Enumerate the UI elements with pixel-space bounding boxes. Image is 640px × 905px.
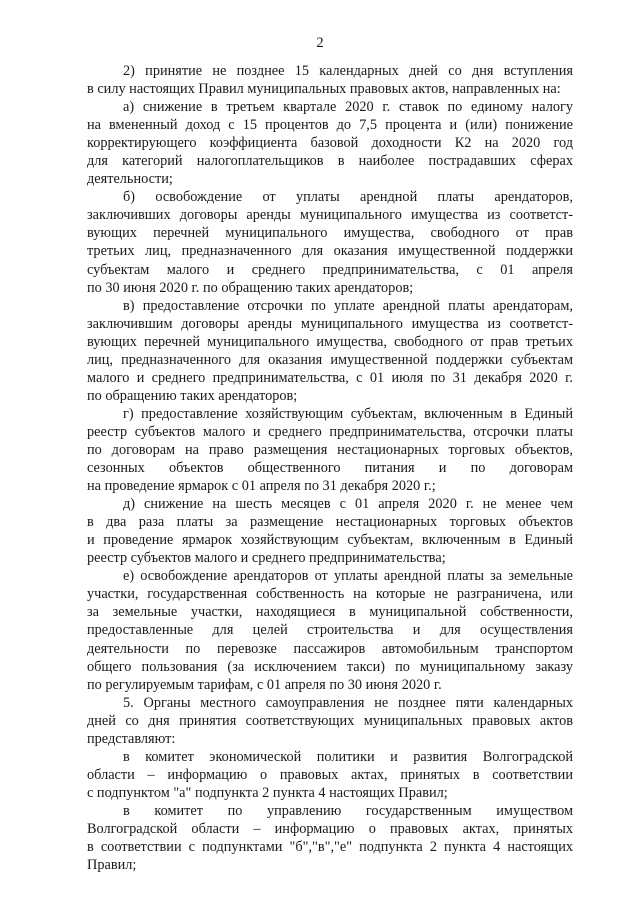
paragraph-item-5-property	[87, 802, 573, 874]
text-line: деятельности;	[87, 171, 173, 188]
paragraph-item-5-economic	[87, 748, 573, 802]
text-line: предоставленные для целей строительства и для осуществления	[87, 622, 573, 639]
text-line: заключивших договоры аренды муниципального имущества из соответст-	[87, 207, 573, 224]
text-line: представляют:	[87, 730, 176, 747]
paragraph-item-2v	[87, 297, 573, 405]
text-line: субъектам малого и среднего предпринимательства, с 01 апреля	[87, 261, 573, 278]
text-line: д) снижение на шесть месяцев с 01 апреля 2020 г. не менее чем	[123, 496, 573, 513]
paragraph-item-2d	[87, 495, 573, 567]
text-line: третьих лиц, предназначенного для оказания имущественной поддержки	[87, 243, 573, 260]
text-line: с подпунктом "а" подпункта 2 пункта 4 настоящих Правил;	[87, 784, 448, 801]
document-body	[87, 62, 573, 874]
text-line: общего пользования (за исключением такси) по муниципальному заказу	[87, 658, 573, 675]
text-line: а) снижение в третьем квартале 2020 г. ставок по единому налогу	[123, 99, 573, 116]
text-line: дней со дня принятия соответствующих муниципальных правовых актов	[87, 712, 573, 729]
page-number: 2	[316, 35, 324, 51]
text-line: по регулируемым тарифам, с 01 апреля по 30 июня 2020 г.	[87, 676, 442, 693]
text-line: в соответствии с подпунктами "б","в","е" подпункта 2 пункта 4 настоящих	[87, 839, 573, 856]
text-line: Правил;	[87, 857, 137, 874]
text-line: в два раза платы за размещение нестационарных торговых объектов	[87, 514, 573, 531]
text-line: участки, государственная собственность на которые не разграничена, или	[87, 586, 573, 603]
text-line: вующих перечней муниципального имущества, свободного от прав	[87, 225, 573, 242]
text-line: г) предоставление хозяйствующим субъектам, включенным в Единый	[123, 405, 573, 422]
text-line: по договорам на право размещения нестационарных торговых объектов,	[87, 441, 573, 458]
text-line: и проведение ярмарок хозяйствующим субъектам, включенным в Единый	[87, 532, 573, 549]
text-line: реестр субъектов малого и среднего предпринимательства, отсрочки платы	[87, 423, 573, 440]
text-line: в комитет по управлению государственным имуществом	[123, 802, 573, 819]
text-line: для категорий налогоплательщиков в наиболее пострадавших сферах	[87, 153, 573, 170]
text-line: в комитет экономической политики и развития Волгоградской	[123, 748, 573, 765]
text-line: области – информацию о правовых актах, принятых в соответствии	[87, 766, 573, 783]
text-line: вующих перечней муниципального имущества, свободного от прав третьих	[87, 333, 573, 350]
text-line: 5. Органы местного самоуправления не позднее пяти календарных	[123, 694, 573, 711]
text-line: в) предоставление отсрочки по уплате арендной платы арендаторам,	[123, 297, 573, 314]
text-line: в силу настоящих Правил муниципальных правовых актов, направленных на:	[87, 81, 561, 98]
paragraph-item-2e	[87, 567, 573, 693]
paragraph-item-2g	[87, 405, 573, 495]
text-line: сезонных объектов общественного питания и по договорам	[87, 460, 573, 477]
paragraph-item-5	[87, 694, 573, 748]
text-line: е) освобождение арендаторов от уплаты арендной платы за земельные	[123, 568, 573, 585]
text-line: за земельные участки, находящиеся в муниципальной собственности,	[87, 604, 573, 621]
text-line: 2) принятие не позднее 15 календарных дней со дня вступления	[123, 63, 573, 79]
text-line: лиц, предназначенного для оказания имущественной поддержки субъектам	[87, 351, 573, 368]
text-line: на вмененный доход с 15 процентов до 7,5 процента и (или) понижение	[87, 117, 573, 134]
text-line: б) освобождение от уплаты арендной платы арендаторов,	[123, 189, 573, 206]
text-line: по обращению таких арендаторов;	[87, 387, 298, 404]
text-line: деятельности по перевозке пассажиров автомобильным транспортом	[87, 640, 573, 657]
paragraph-item-2a	[87, 98, 573, 188]
text-line: по 30 июня 2020 г. по обращению таких арендаторов;	[87, 279, 414, 296]
paragraph-item-2b	[87, 188, 573, 296]
text-line: Волгоградской области – информацию о правовых актах, принятых	[87, 820, 573, 837]
paragraph-item-2-intro	[87, 62, 573, 98]
text-line: заключившим договоры аренды муниципального имущества из соответст-	[87, 315, 573, 332]
text-line: реестр субъектов малого и среднего предпринимательства;	[87, 550, 446, 567]
text-line: корректирующего коэффициента базовой доходности К2 на 2020 год	[87, 135, 573, 152]
text-line: малого и среднего предпринимательства, с 01 июля по 31 декабря 2020 г.	[87, 369, 573, 386]
text-line: на проведение ярмарок с 01 апреля по 31 декабря 2020 г.;	[87, 478, 436, 495]
